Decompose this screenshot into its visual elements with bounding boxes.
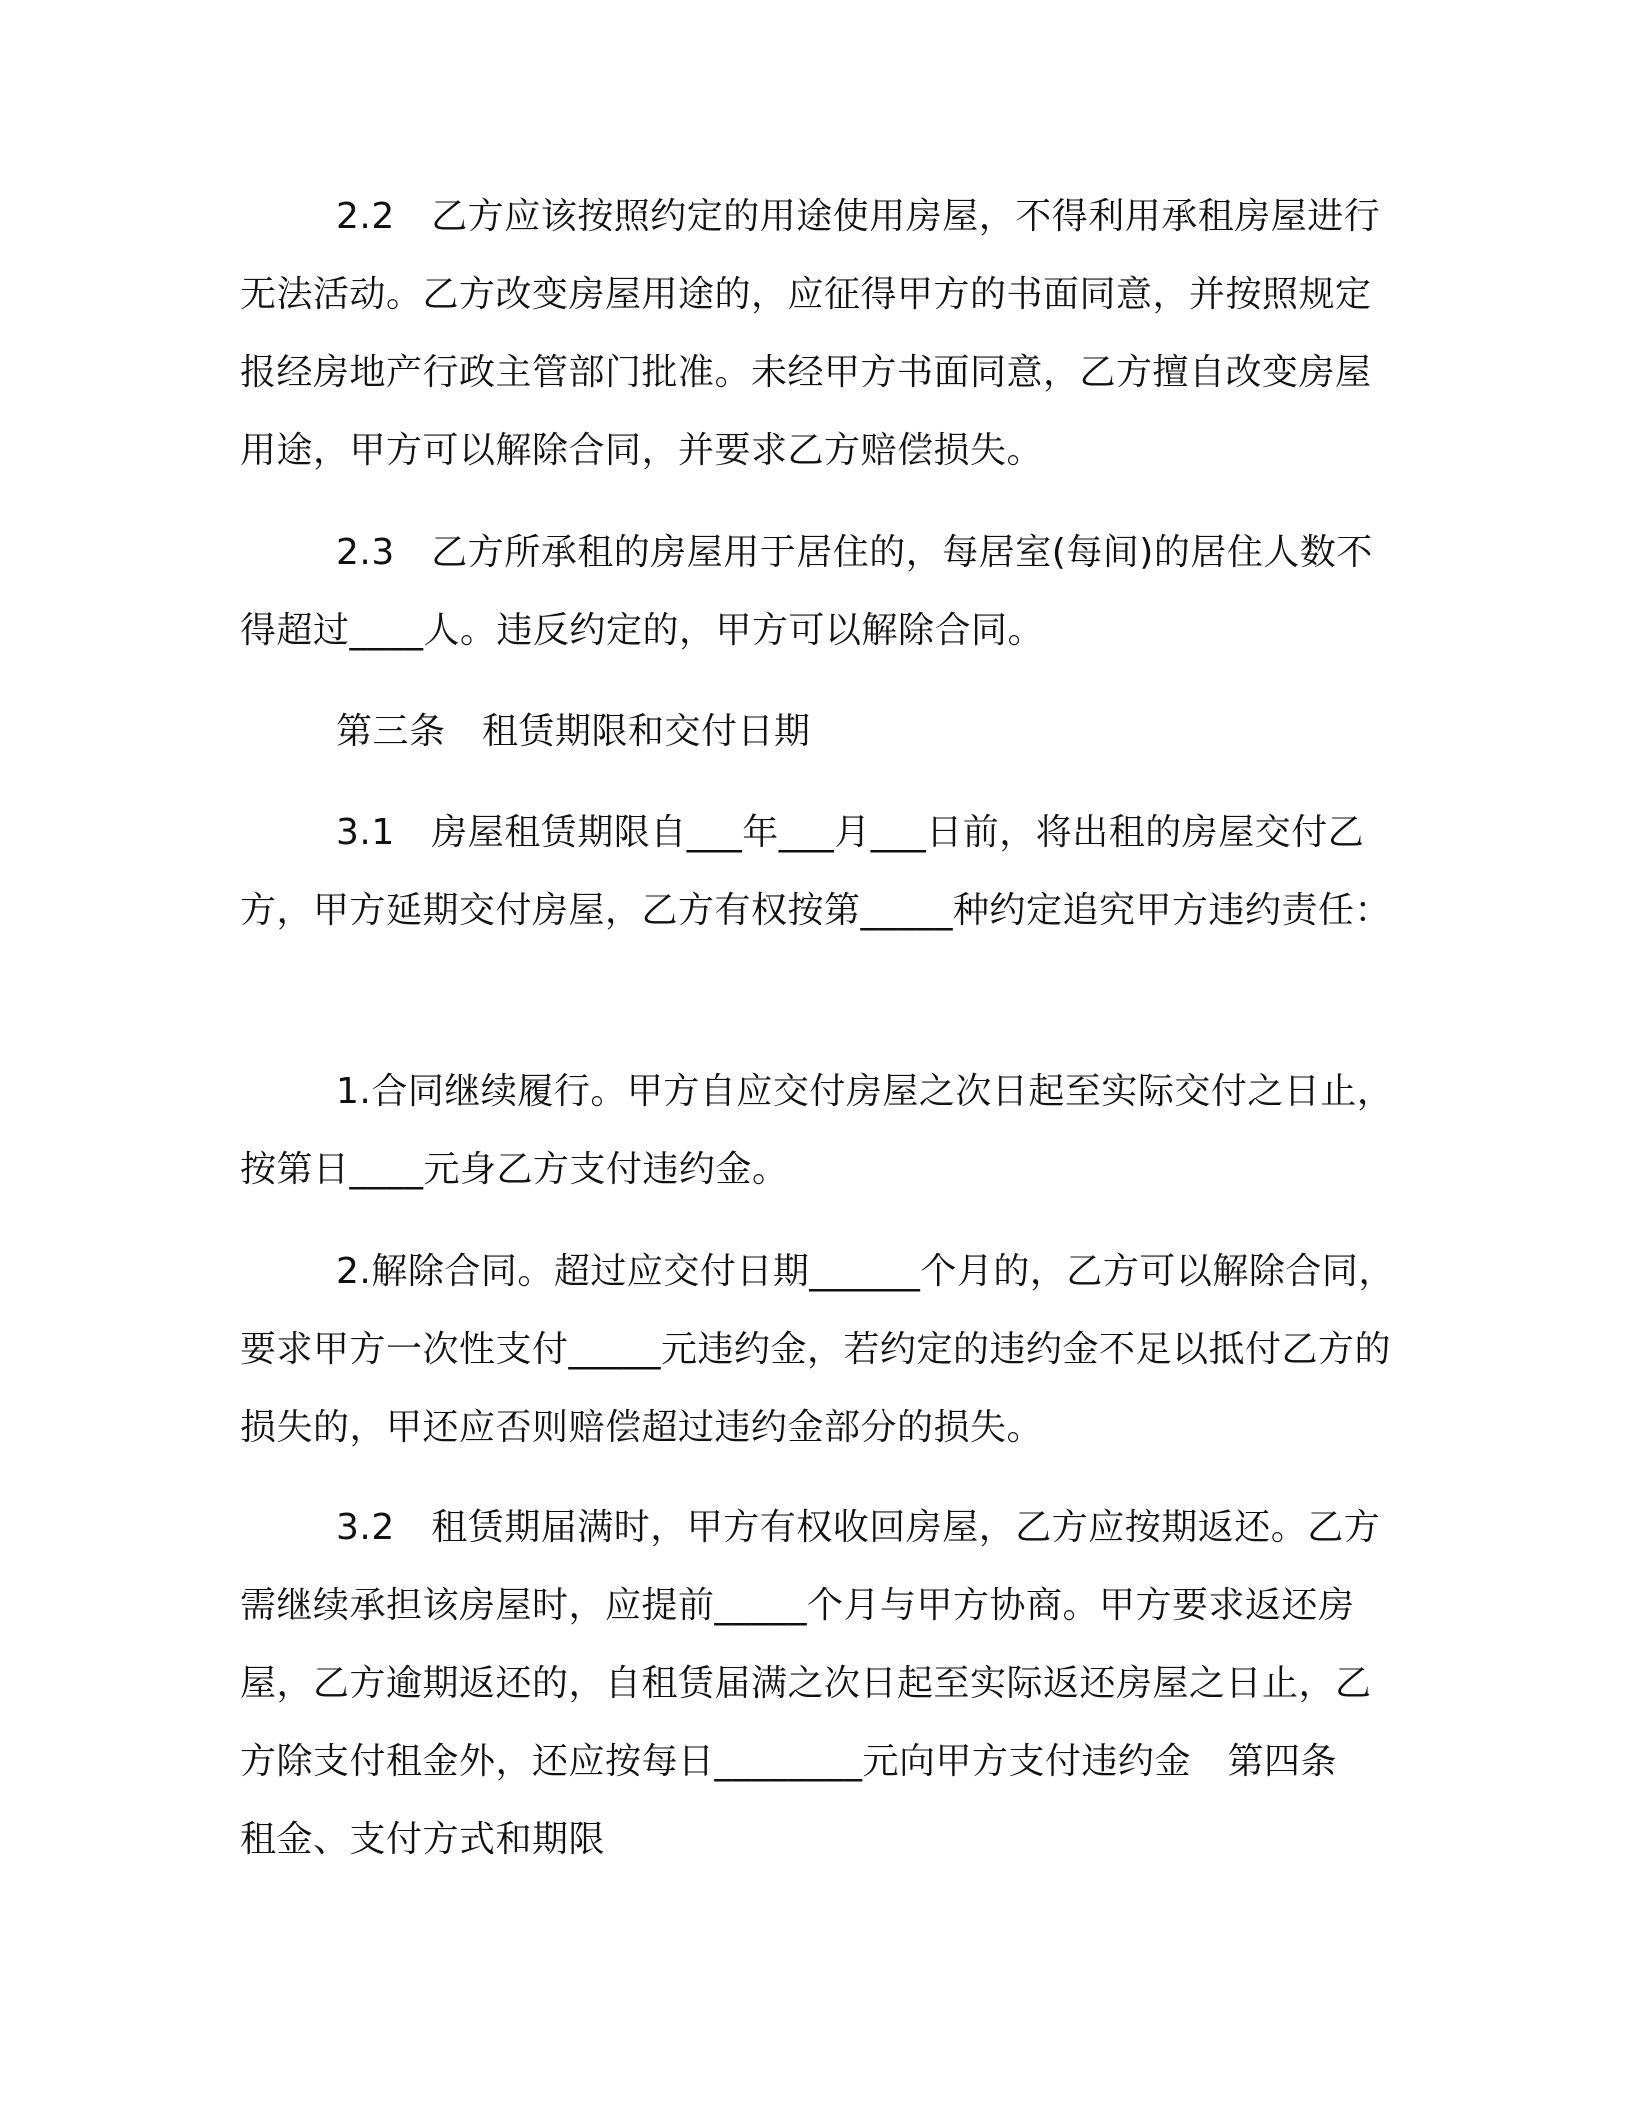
article-3-heading: 第三条 租赁期限和交付日期 (336, 711, 811, 752)
clause-2-2: 2.2 乙方应该按照约定的用途使用房屋，不得利用承租房屋进行无法活动。乙方改变房屋用途的，应征得甲方的书面同意，并按照规定报经房地产行政主管部门批准。未经甲方书面同意，乙方擅自改变房屋用途，甲方可以解除合同，并要求乙方赔偿损失。 (240, 196, 1381, 471)
option-2: 2.解除合同。超过应交付日期______个月的，乙方可以解除合同，要求甲方一次性支付_____元违约金，若约定的违约金不足以抵付乙方的损失的，甲还应否则赔偿超过违约金部分的损失。 (240, 1251, 1395, 1448)
clause-3-1: 3.1 房屋租赁期限自___年___月___日前，将出租的房屋交付乙方，甲方延期交付房屋，乙方有权按第_____种约定追究甲方违约责任： (240, 812, 1392, 931)
clause-3-2: 3.2 租赁期届满时，甲方有权收回房屋，乙方应按期返还。乙方需继续承担该房屋时，应提前_____个月与甲方协商。甲方要求返还房屋，乙方逾期返还的，自租赁届满之次日起至实际返还房屋之日止，乙方除支付租金外，还应按每日________元向甲方支付违约金 第四条 租金、支付方式和期限 (240, 1507, 1381, 1860)
option-1: 1.合同继续履行。甲方自应交付房屋之次日起至实际交付之日止，按第日____元身乙方支付违约金。 (240, 1071, 1394, 1190)
clause-2-3: 2.3 乙方所承租的房屋用于居住的，每居室(每间)的居住人数不得超过____人。违反约定的，甲方可以解除合同。 (240, 532, 1373, 651)
